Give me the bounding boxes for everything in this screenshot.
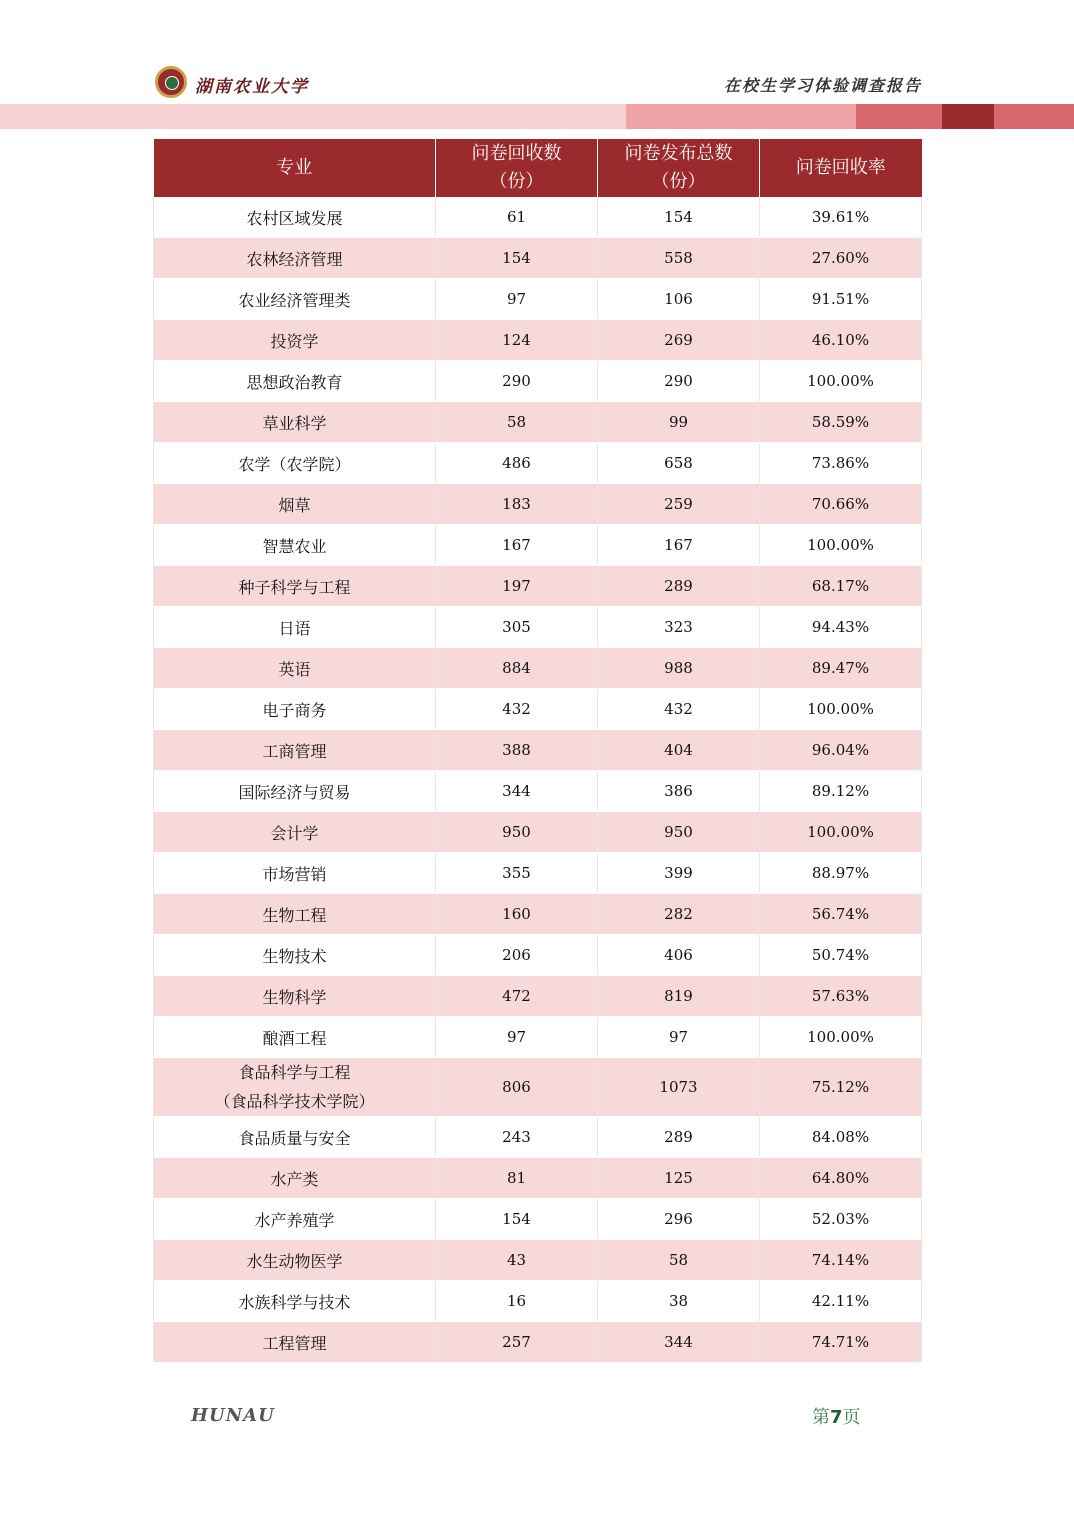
table-row (154, 1058, 922, 1117)
table-row (154, 484, 922, 525)
cell-total: 259 (598, 484, 760, 525)
cell-total: 399 (598, 853, 760, 894)
cell-returned: 43 (436, 1240, 598, 1281)
table-row (154, 566, 922, 607)
page-number: 第7页 (812, 1407, 861, 1428)
cell-major: 水产类 (154, 1158, 436, 1199)
cell-major: 日语 (154, 607, 436, 648)
cell-major: 生物科学 (154, 976, 436, 1017)
cell-total: 97 (598, 1017, 760, 1058)
cell-total: 282 (598, 894, 760, 935)
table-row (154, 1017, 922, 1058)
cell-major: 食品科学与工程 （食品科学技术学院） (154, 1058, 436, 1117)
cell-total: 658 (598, 443, 760, 484)
table-row (154, 1199, 922, 1240)
header-band (994, 104, 1074, 129)
cell-rate: 89.12% (760, 771, 922, 812)
cell-major: 农村区域发展 (154, 197, 436, 238)
cell-returned: 486 (436, 443, 598, 484)
cell-total: 58 (598, 1240, 760, 1281)
cell-rate: 46.10% (760, 320, 922, 361)
header-major: 专业 (154, 139, 436, 197)
header-band (0, 104, 626, 129)
cell-returned: 806 (436, 1058, 598, 1117)
cell-total: 988 (598, 648, 760, 689)
cell-rate: 100.00% (760, 689, 922, 730)
cell-rate: 42.11% (760, 1281, 922, 1322)
table-row (154, 320, 922, 361)
cell-returned: 97 (436, 279, 598, 320)
cell-total: 404 (598, 730, 760, 771)
cell-major: 农业经济管理类 (154, 279, 436, 320)
cell-rate: 84.08% (760, 1117, 922, 1158)
cell-rate: 89.47% (760, 648, 922, 689)
table-row (154, 1117, 922, 1158)
cell-returned: 243 (436, 1117, 598, 1158)
table-row (154, 976, 922, 1017)
table-row (154, 812, 922, 853)
table-header-row (154, 139, 922, 197)
cell-rate: 68.17% (760, 566, 922, 607)
cell-total: 154 (598, 197, 760, 238)
header-band (942, 104, 994, 129)
cell-rate: 58.59% (760, 402, 922, 443)
cell-rate: 27.60% (760, 238, 922, 279)
header-rate: 问卷回收率 (760, 139, 922, 197)
cell-major: 投资学 (154, 320, 436, 361)
cell-rate: 88.97% (760, 853, 922, 894)
cell-major: 水生动物医学 (154, 1240, 436, 1281)
cell-returned: 884 (436, 648, 598, 689)
cell-total: 950 (598, 812, 760, 853)
cell-total: 1073 (598, 1058, 760, 1117)
cell-returned: 388 (436, 730, 598, 771)
table-row (154, 648, 922, 689)
table-row (154, 197, 922, 238)
header-band (626, 104, 856, 129)
cell-returned: 97 (436, 1017, 598, 1058)
cell-rate: 91.51% (760, 279, 922, 320)
cell-major: 工程管理 (154, 1322, 436, 1363)
university-name: 湖南农业大学 (195, 77, 309, 97)
cell-rate: 96.04% (760, 730, 922, 771)
cell-rate: 75.12% (760, 1058, 922, 1117)
cell-returned: 355 (436, 853, 598, 894)
cell-returned: 206 (436, 935, 598, 976)
table-row (154, 894, 922, 935)
cell-major: 国际经济与贸易 (154, 771, 436, 812)
table-row (154, 402, 922, 443)
cell-rate: 100.00% (760, 525, 922, 566)
cell-returned: 160 (436, 894, 598, 935)
cell-total: 106 (598, 279, 760, 320)
cell-rate: 50.74% (760, 935, 922, 976)
cell-rate: 100.00% (760, 812, 922, 853)
cell-returned: 257 (436, 1322, 598, 1363)
table-row (154, 361, 922, 402)
cell-major: 农林经济管理 (154, 238, 436, 279)
table-row (154, 935, 922, 976)
cell-returned: 290 (436, 361, 598, 402)
table-row (154, 730, 922, 771)
cell-major: 酿酒工程 (154, 1017, 436, 1058)
cell-major: 食品质量与安全 (154, 1117, 436, 1158)
cell-rate: 73.86% (760, 443, 922, 484)
table-row (154, 853, 922, 894)
header-total: 问卷发布总数 （份） (598, 139, 760, 197)
cell-rate: 39.61% (760, 197, 922, 238)
table-row (154, 279, 922, 320)
cell-major: 工商管理 (154, 730, 436, 771)
cell-major: 草业科学 (154, 402, 436, 443)
cell-total: 269 (598, 320, 760, 361)
cell-returned: 183 (436, 484, 598, 525)
cell-rate: 64.80% (760, 1158, 922, 1199)
cell-major: 水产养殖学 (154, 1199, 436, 1240)
cell-returned: 81 (436, 1158, 598, 1199)
cell-rate: 52.03% (760, 1199, 922, 1240)
cell-returned: 58 (436, 402, 598, 443)
table-row (154, 1240, 922, 1281)
cell-returned: 16 (436, 1281, 598, 1322)
cell-total: 432 (598, 689, 760, 730)
cell-major: 英语 (154, 648, 436, 689)
table-row (154, 1281, 922, 1322)
cell-major: 烟草 (154, 484, 436, 525)
cell-returned: 124 (436, 320, 598, 361)
cell-rate: 57.63% (760, 976, 922, 1017)
header-band (856, 104, 942, 129)
cell-returned: 167 (436, 525, 598, 566)
cell-major: 智慧农业 (154, 525, 436, 566)
cell-returned: 344 (436, 771, 598, 812)
cell-major: 思想政治教育 (154, 361, 436, 402)
cell-total: 386 (598, 771, 760, 812)
cell-total: 167 (598, 525, 760, 566)
cell-returned: 61 (436, 197, 598, 238)
cell-rate: 56.74% (760, 894, 922, 935)
cell-rate: 94.43% (760, 607, 922, 648)
cell-total: 289 (598, 1117, 760, 1158)
cell-major: 生物技术 (154, 935, 436, 976)
cell-total: 558 (598, 238, 760, 279)
cell-major: 种子科学与工程 (154, 566, 436, 607)
cell-returned: 197 (436, 566, 598, 607)
cell-total: 323 (598, 607, 760, 648)
table-row (154, 525, 922, 566)
cell-total: 125 (598, 1158, 760, 1199)
cell-total: 406 (598, 935, 760, 976)
cell-total: 38 (598, 1281, 760, 1322)
table-row (154, 443, 922, 484)
cell-rate: 74.14% (760, 1240, 922, 1281)
cell-total: 290 (598, 361, 760, 402)
cell-returned: 154 (436, 1199, 598, 1240)
cell-returned: 472 (436, 976, 598, 1017)
cell-returned: 432 (436, 689, 598, 730)
cell-major: 会计学 (154, 812, 436, 853)
table-row (154, 238, 922, 279)
university-logo-icon (155, 66, 187, 98)
table-row (154, 689, 922, 730)
cell-returned: 154 (436, 238, 598, 279)
cell-total: 344 (598, 1322, 760, 1363)
header-returned: 问卷回收数 （份） (436, 139, 598, 197)
cell-total: 99 (598, 402, 760, 443)
cell-rate: 70.66% (760, 484, 922, 525)
table-row (154, 1322, 922, 1363)
cell-total: 296 (598, 1199, 760, 1240)
table-row (154, 1158, 922, 1199)
table-row (154, 607, 922, 648)
cell-returned: 305 (436, 607, 598, 648)
cell-major: 生物工程 (154, 894, 436, 935)
table-row (154, 771, 922, 812)
survey-response-table (153, 139, 922, 1363)
cell-major: 电子商务 (154, 689, 436, 730)
cell-returned: 950 (436, 812, 598, 853)
cell-major: 农学（农学院） (154, 443, 436, 484)
cell-major: 水族科学与技术 (154, 1281, 436, 1322)
table-body (154, 197, 922, 1363)
cell-total: 289 (598, 566, 760, 607)
page-header (0, 0, 1074, 130)
cell-rate: 100.00% (760, 1017, 922, 1058)
footer-logo: HUNAU (191, 1405, 275, 1426)
cell-total: 819 (598, 976, 760, 1017)
cell-major: 市场营销 (154, 853, 436, 894)
cell-rate: 74.71% (760, 1322, 922, 1363)
report-title: 在校生学习体验调查报告 (723, 76, 922, 95)
cell-rate: 100.00% (760, 361, 922, 402)
